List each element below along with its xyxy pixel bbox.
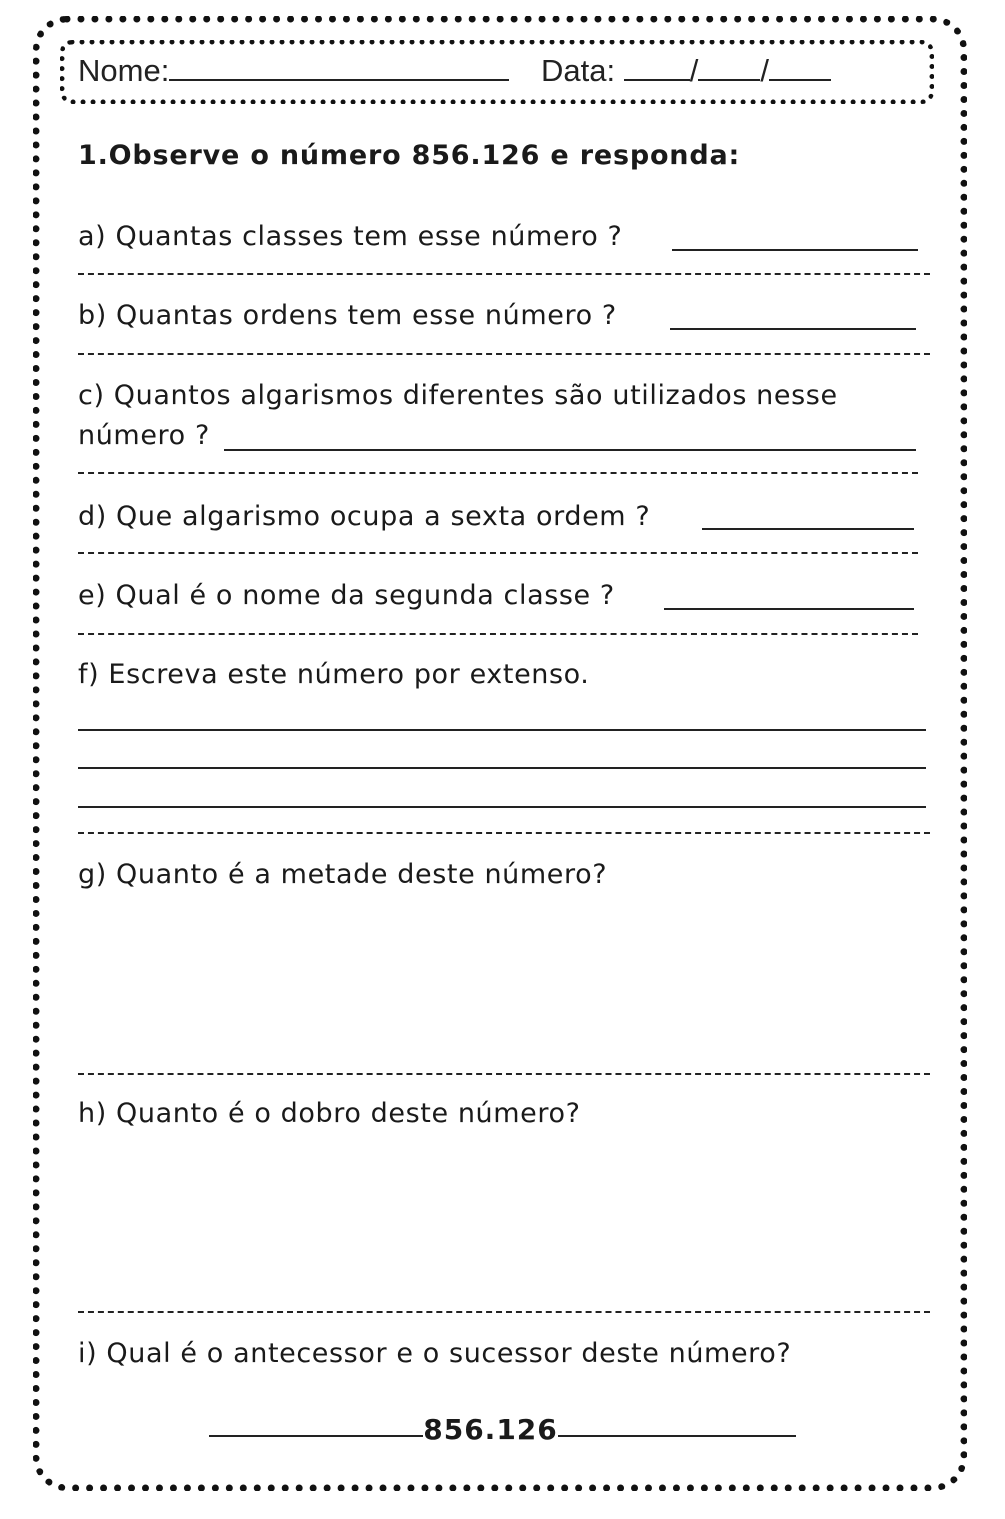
question-b: b) Quantas ordens tem esse número ?	[78, 300, 617, 331]
answer-area-g[interactable]	[78, 900, 930, 1060]
date-separator: /	[760, 53, 769, 88]
date-separator: /	[689, 53, 699, 88]
predecessor-field[interactable]	[209, 1435, 423, 1437]
answer-line-a[interactable]	[672, 249, 918, 251]
dashed-separator	[78, 472, 918, 474]
name-field[interactable]	[169, 49, 509, 81]
dashed-separator	[78, 633, 918, 635]
exercise-title: 1.Observe o número 856.126 e responda:	[78, 140, 741, 171]
answer-line-c[interactable]	[224, 449, 916, 451]
question-a: a) Quantas classes tem esse número ?	[78, 221, 623, 252]
dashed-separator	[78, 353, 930, 355]
question-c: c) Quantos algarismos diferentes são utilizados nesse	[78, 380, 838, 411]
dashed-separator	[78, 1073, 930, 1075]
answer-line-d[interactable]	[702, 528, 914, 530]
dashed-separator	[78, 273, 930, 275]
question-i: i) Qual é o antecessor e o sucessor deste número?	[78, 1338, 792, 1369]
question-e: e) Qual é o nome da segunda classe ?	[78, 580, 615, 611]
dashed-separator	[78, 552, 918, 554]
question-c-continued: número ?	[78, 420, 210, 451]
dashed-separator	[78, 1311, 930, 1313]
date-row	[541, 49, 831, 89]
name-label: Nome:	[78, 53, 170, 88]
answer-line-f1[interactable]	[78, 729, 926, 731]
predecessor-successor-row	[0, 1413, 1005, 1446]
name-row	[78, 49, 509, 89]
date-label: Data:	[541, 53, 616, 88]
dashed-separator	[78, 832, 930, 834]
question-g: g) Quanto é a metade deste número?	[78, 859, 608, 890]
question-d: d) Que algarismo ocupa a sexta ordem ?	[78, 501, 651, 532]
given-number: 856.126	[423, 1413, 558, 1446]
date-year-field[interactable]	[769, 49, 831, 81]
answer-line-e[interactable]	[664, 608, 914, 610]
answer-area-h[interactable]	[78, 1140, 930, 1300]
date-month-field[interactable]	[698, 49, 760, 81]
question-h: h) Quanto é o dobro deste número?	[78, 1098, 581, 1129]
question-f: f) Escreva este número por extenso.	[78, 659, 590, 690]
answer-line-b[interactable]	[670, 328, 916, 330]
answer-line-f3[interactable]	[78, 806, 926, 808]
date-day-field[interactable]	[624, 49, 690, 81]
successor-field[interactable]	[558, 1435, 796, 1437]
answer-line-f2[interactable]	[78, 767, 926, 769]
